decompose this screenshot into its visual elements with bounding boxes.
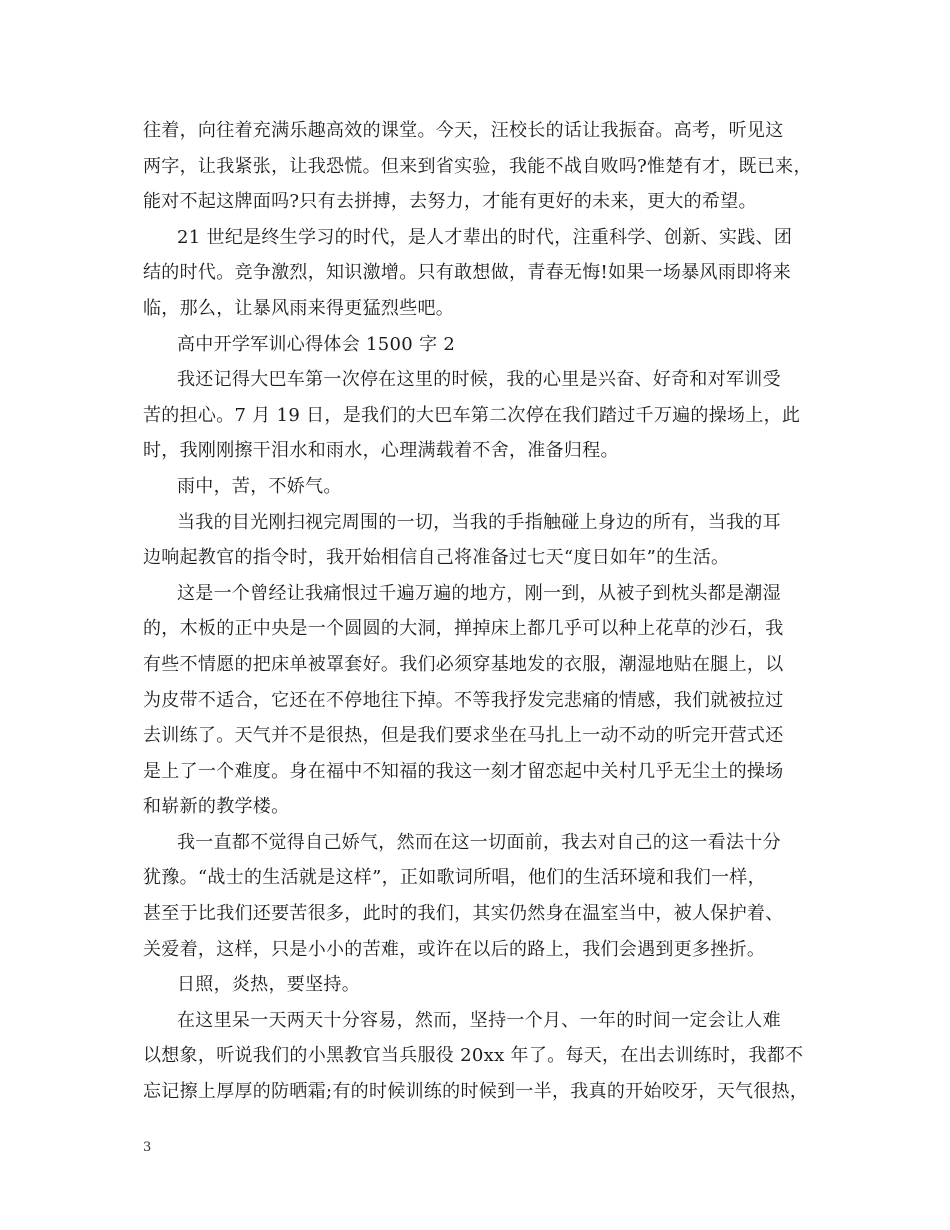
text-line: 能对不起这牌面吗?只有去拼搏，去努力，才能有更好的未来，更大的希望。 — [143, 191, 757, 213]
text-line: 苦的担心。7 月 19 日，是我们的大巴车第二次停在我们踏过千万遍的操场上，此 — [143, 404, 801, 426]
text-line: 是上了一个难度。身在福中不知福的我这一刻才留恋起中关村几乎无尘土的操场 — [143, 760, 784, 782]
text-line: 雨中，苦，不娇气。 — [177, 475, 342, 497]
text-line: 以想象，听说我们的小黑教官当兵服役 20xx 年了。每天，在出去训练时，我都不 — [143, 1045, 804, 1067]
text-line: 我一直都不觉得自己娇气，然而在这一切面前，我去对自己的这一看法十分 — [177, 831, 781, 853]
text-line: 这是一个曾经让我痛恨过千遍万遍的地方，刚一到，从被子到枕头都是潮湿 — [177, 582, 781, 604]
text-line: 结的时代。竞争激烈，知识激增。只有敢想做，青春无悔!如果一场暴风雨即将来 — [143, 262, 792, 284]
text-line: 我还记得大巴车第一次停在这里的时候，我的心里是兴奋、好奇和对军训受 — [177, 369, 781, 391]
page-number: 3 — [143, 1140, 152, 1155]
text-line: 在这里呆一天两天十分容易，然而，坚持一个月、一年的时间一定会让人难 — [177, 1009, 781, 1031]
text-line: 犹豫。“战士的生活就是这样”，正如歌词所唱，他们的生活环境和我们一样， — [143, 867, 766, 889]
text-line: 边响起教官的指令时，我开始相信自己将准备过七天“度日如年”的生活。 — [143, 547, 730, 569]
body-text — [143, 113, 823, 1110]
text-line: 甚至于比我们还要苦很多，此时的我们，其实仍然身在温室当中，被人保护着、 — [143, 903, 784, 925]
text-line: 的，木板的正中央是一个圆圆的大洞，掸掉床上都几乎可以种上花草的沙石，我 — [143, 618, 784, 640]
text-line: 和崭新的教学楼。 — [143, 796, 290, 818]
text-line: 忘记擦上厚厚的防晒霜;有的时候训练的时候到一半，我真的开始咬牙，天气很热， — [143, 1081, 809, 1103]
text-line: 往着，向往着充满乐趣高效的课堂。今天，汪校长的话让我振奋。高考，听见这 — [143, 120, 784, 141]
text-line: 21 世纪是终生学习的时代，是人才辈出的时代，注重科学、创新、实践、团 — [177, 226, 793, 248]
text-line: 当我的目光刚扫视完周围的一切，当我的手指触碰上身边的所有，当我的耳 — [177, 511, 781, 533]
text-line: 两字，让我紧张，让我恐慌。但来到省实验，我能不战自败吗?惟楚有才，既已来， — [143, 155, 812, 177]
text-line: 为皮带不适合，它还在不停地往下掉。不等我抒发完悲痛的情感，我们就被拉过 — [143, 689, 784, 711]
text-line: 时，我刚刚擦干泪水和雨水，心理满载着不舍，准备归程。 — [143, 440, 619, 462]
text-line: 去训练了。天气并不是很热，但是我们要求坐在马扎上一动不动的听完开营式还 — [143, 725, 784, 747]
text-line: 日照，炎热，要坚持。 — [177, 974, 360, 996]
text-line: 有些不情愿的把床单被罩套好。我们必须穿基地发的衣服，潮湿地贴在腿上，以 — [143, 653, 784, 675]
text-line: 临，那么，让暴风雨来得更猛烈些吧。 — [143, 297, 455, 319]
text-line: 高中开学军训心得体会 1500 字 2 — [177, 333, 456, 355]
text-line: 关爱着，这样，只是小小的苦难，或许在以后的路上，我们会遇到更多挫折。 — [143, 938, 766, 960]
